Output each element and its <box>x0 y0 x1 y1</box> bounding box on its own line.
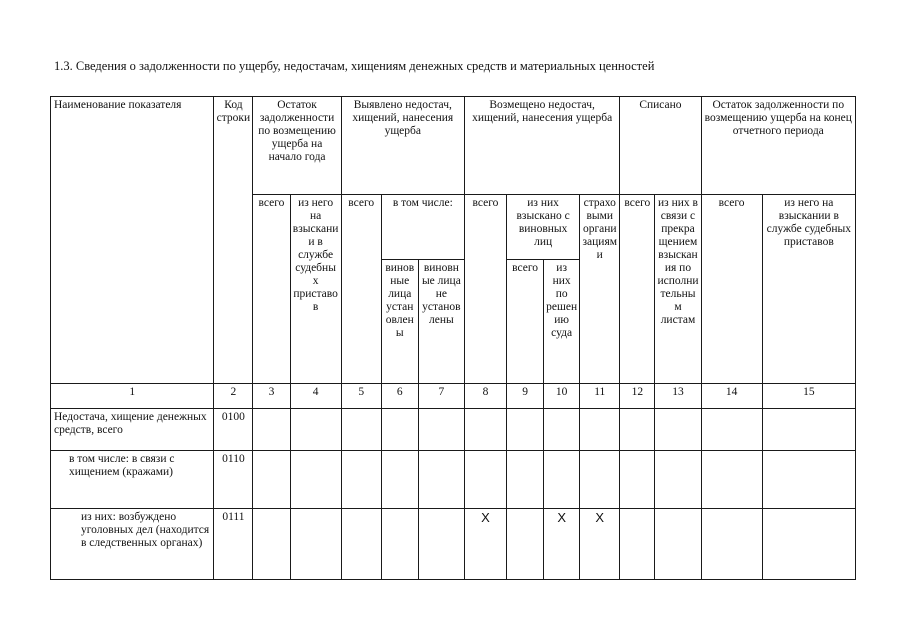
column-number: 12 <box>620 384 655 409</box>
column-number: 8 <box>464 384 506 409</box>
header-balance-start: Остаток задолженности по возмещению ущерба на начало года <box>253 97 341 195</box>
table-row <box>51 409 856 451</box>
value-cell[interactable] <box>381 451 418 509</box>
column-number: 15 <box>762 384 855 409</box>
value-cell[interactable] <box>418 451 464 509</box>
header-detected-total: всего <box>341 195 381 384</box>
header-collected-total: всего <box>507 260 544 384</box>
column-number: 9 <box>507 384 544 409</box>
not-applicable-mark: X <box>580 509 620 580</box>
row-code: 0100 <box>214 409 253 451</box>
table-row <box>51 451 856 509</box>
column-number: 3 <box>253 384 290 409</box>
column-number: 1 <box>51 384 214 409</box>
header-code: Код строки <box>214 97 253 384</box>
header-court-decision: из них по решению суда <box>544 260 580 384</box>
header-enforcement-termination: из них в связи с прекращением взыскания по исполнительным листам <box>655 195 701 384</box>
header-written-off: Списано <box>620 97 701 195</box>
header-compensated: Возмещено недостач, хищений, нанесения ущерба <box>464 97 619 195</box>
header-insurance: страховыми организациями <box>580 195 620 384</box>
section-title: 1.3. Сведения о задолженности по ущербу, недостачам, хищениям денежных средств и материальных ценностей <box>54 59 655 73</box>
column-number: 11 <box>580 384 620 409</box>
value-cell[interactable] <box>341 409 381 451</box>
value-cell[interactable] <box>507 509 544 580</box>
column-number: 6 <box>381 384 418 409</box>
value-cell[interactable] <box>762 409 855 451</box>
header-row-1 <box>51 97 856 195</box>
column-number-row <box>51 384 856 409</box>
table-row <box>51 509 856 580</box>
value-cell[interactable] <box>341 451 381 509</box>
value-cell[interactable] <box>580 451 620 509</box>
header-detected: Выявлено недостач, хищений, нанесения ущерба <box>341 97 464 195</box>
header-balance-end: Остаток задолженности по возмещению ущерба на конец отчетного периода <box>701 97 855 195</box>
value-cell[interactable] <box>507 409 544 451</box>
not-applicable-mark: X <box>544 509 580 580</box>
value-cell[interactable] <box>253 409 290 451</box>
header-detected-including: в том числе: <box>381 195 464 260</box>
value-cell[interactable] <box>701 509 762 580</box>
value-cell[interactable] <box>381 409 418 451</box>
value-cell[interactable] <box>701 409 762 451</box>
header-start-total: всего <box>253 195 290 384</box>
row-code: 0111 <box>214 509 253 580</box>
debt-report-table <box>50 96 856 580</box>
column-number: 7 <box>418 384 464 409</box>
value-cell[interactable] <box>464 409 506 451</box>
value-cell[interactable] <box>253 509 290 580</box>
value-cell[interactable] <box>620 409 655 451</box>
row-code: 0110 <box>214 451 253 509</box>
column-number: 4 <box>290 384 341 409</box>
value-cell[interactable] <box>507 451 544 509</box>
column-number: 5 <box>341 384 381 409</box>
value-cell[interactable] <box>762 451 855 509</box>
header-compensated-total: всего <box>464 195 506 384</box>
row-name: в том числе: в связи с хищением (кражами) <box>51 451 214 509</box>
header-collected-from-culprits: из них взыскано с виновных лиц <box>507 195 580 260</box>
not-applicable-mark: X <box>464 509 506 580</box>
value-cell[interactable] <box>290 409 341 451</box>
header-end-total: всего <box>701 195 762 384</box>
value-cell[interactable] <box>253 451 290 509</box>
column-number: 10 <box>544 384 580 409</box>
value-cell[interactable] <box>290 509 341 580</box>
value-cell[interactable] <box>290 451 341 509</box>
value-cell[interactable] <box>762 509 855 580</box>
value-cell[interactable] <box>418 509 464 580</box>
value-cell[interactable] <box>544 409 580 451</box>
value-cell[interactable] <box>418 409 464 451</box>
column-number: 13 <box>655 384 701 409</box>
value-cell[interactable] <box>620 451 655 509</box>
header-name: Наименование показателя <box>51 97 214 384</box>
value-cell[interactable] <box>580 409 620 451</box>
header-written-off-total: всего <box>620 195 655 384</box>
column-number: 2 <box>214 384 253 409</box>
value-cell[interactable] <box>381 509 418 580</box>
value-cell[interactable] <box>341 509 381 580</box>
value-cell[interactable] <box>655 451 701 509</box>
value-cell[interactable] <box>464 451 506 509</box>
value-cell[interactable] <box>655 509 701 580</box>
value-cell[interactable] <box>701 451 762 509</box>
header-end-bailiff: из него на взыскании в службе судебных приставов <box>762 195 855 384</box>
value-cell[interactable] <box>544 451 580 509</box>
value-cell[interactable] <box>620 509 655 580</box>
value-cell[interactable] <box>655 409 701 451</box>
column-number: 14 <box>701 384 762 409</box>
header-culprits-not-found: виновные лица не установлены <box>418 260 464 384</box>
row-name: Недостача, хищение денежных средств, всего <box>51 409 214 451</box>
header-start-bailiff: из него на взыскании в службе судебных приставов <box>290 195 341 384</box>
header-culprits-found: виновные лица установлены <box>381 260 418 384</box>
row-name: из них: возбуждено уголовных дел (находится в следственных органах) <box>51 509 214 580</box>
